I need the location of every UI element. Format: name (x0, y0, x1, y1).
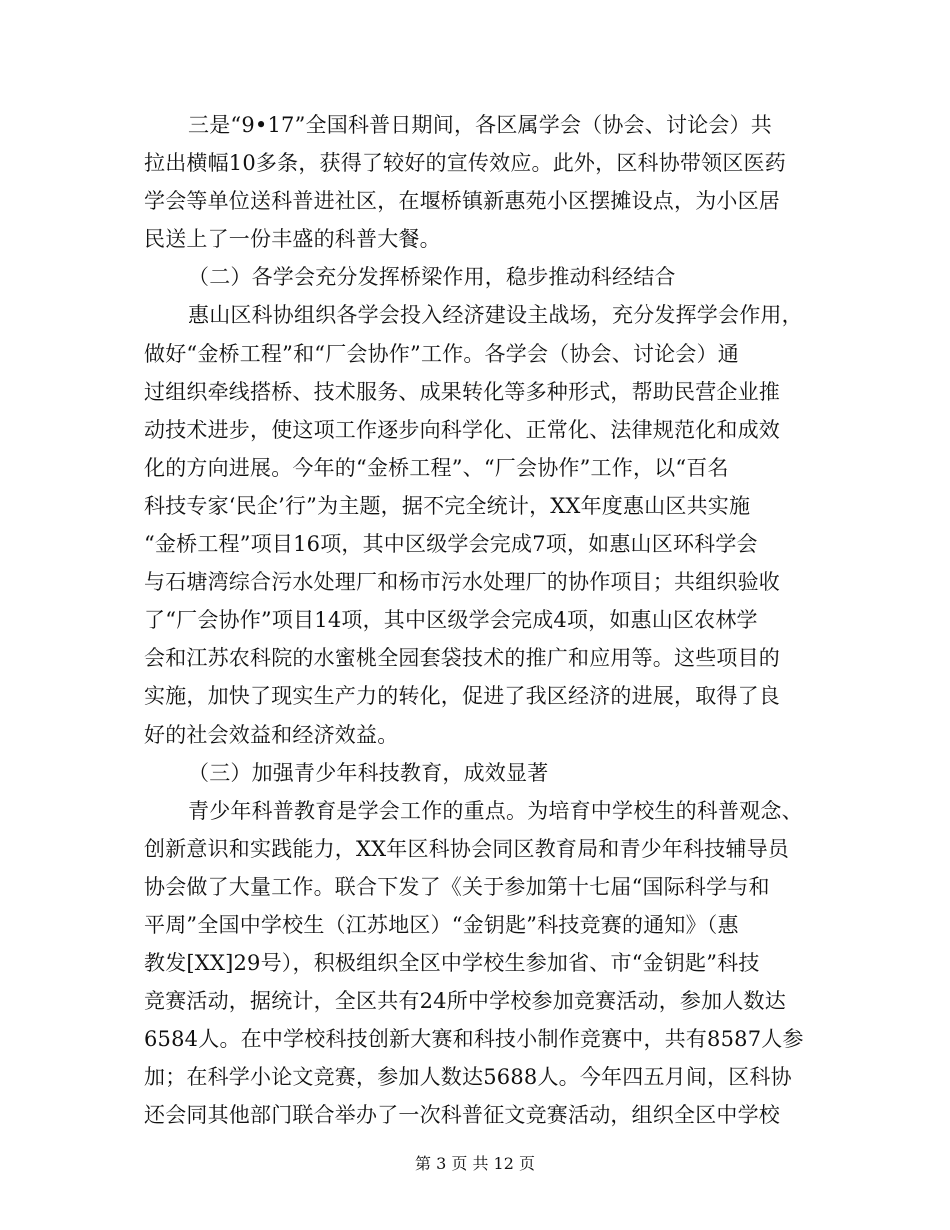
paragraph-line: 好的社会效益和经济效益。 (144, 722, 399, 747)
paragraph-line: 还会同其他部门联合举办了一次科普征文竞赛活动，组织全区中学校 (144, 1103, 780, 1128)
paragraph-line: 实施，加快了现实生产力的转化，促进了我区经济的进展，取得了良 (144, 684, 780, 709)
section-heading: （二）各学会充分发挥桥梁作用，稳步推动科经结合 (188, 265, 676, 290)
paragraph-line: 拉出横幅10多条，获得了较好的宣传效应。此外，区科协带领区医药 (144, 151, 786, 176)
paragraph-line: 三是“9•17”全国科普日期间，各区属学会（协会、讨论会）共 (188, 113, 772, 137)
page-number-footer: 第 3 页 共 12 页 (415, 1154, 535, 1173)
paragraph-line: 学会等单位送科普进社区，在堰桥镇新惠苑小区摆摊设点，为小区居 (144, 189, 780, 214)
paragraph-line: 动技术进步，使这项工作逐步向科学化、正常化、法律规范化和成效 (144, 417, 780, 442)
section-heading: （三）加强青少年科技教育，成效显著 (188, 760, 549, 785)
paragraph-line: 竞赛活动，据统计，全区共有24所中学校参加竞赛活动，参加人数达 (144, 989, 786, 1014)
paragraph-line: 化的方向进展。今年的“金桥工程”、“厂会协作”工作，以“百名 (144, 455, 729, 480)
paragraph-line: “金桥工程”项目16项，其中区级学会完成7项，如惠山区环科学会 (144, 532, 758, 557)
paragraph-line: 青少年科普教育是学会工作的重点。为培育中学校生的科普观念、 (188, 798, 803, 823)
paragraph-line: 惠山区科协组织各学会投入经济建设主战场，充分发挥学会作用， (188, 303, 803, 328)
paragraph-line: 了“厂会协作”项目14项，其中区级学会完成4项，如惠山区农林学 (144, 608, 758, 633)
paragraph-line: 加；在科学小论文竞赛，参加人数达5688人。今年四五月间，区科协 (144, 1065, 792, 1090)
paragraph-line: 过组织牵线搭桥、技术服务、成果转化等多种形式，帮助民营企业推 (144, 379, 780, 404)
paragraph-line: 做好“金桥工程”和“厂会协作”工作。各学会（协会、讨论会）通 (144, 341, 739, 366)
paragraph-line: 会和江苏农科院的水蜜桃全园套袋技术的推广和应用等。这些项目的 (144, 646, 780, 671)
paragraph-line: 与石塘湾综合污水处理厂和杨市污水处理厂的协作项目；共组织验收 (144, 570, 780, 595)
paragraph-line: 创新意识和实践能力，XX年区科协会同区教育局和青少年科技辅导员 (144, 836, 790, 861)
paragraph-line: 6584人。在中学校科技创新大赛和科技小制作竞赛中，共有8587人参 (144, 1027, 804, 1052)
paragraph-line: 民送上了一份丰盛的科普大餐。 (144, 227, 441, 252)
body-text (144, 106, 806, 1135)
paragraph-line: 科技专家‘民企’行”为主题，据不完全统计，XX年度惠山区共实施 (144, 493, 751, 518)
paragraph-line: 教发[XX]29号），积极组织全区中学校生参加省、市“金钥匙”科技 (144, 951, 760, 976)
paragraph-line: 协会做了大量工作。联合下发了《关于参加第十七届“国际科学与和 (144, 874, 770, 899)
paragraph-line: 平周”全国中学校生（江苏地区）“金钥匙”科技竞赛的通知》（惠 (144, 912, 739, 937)
